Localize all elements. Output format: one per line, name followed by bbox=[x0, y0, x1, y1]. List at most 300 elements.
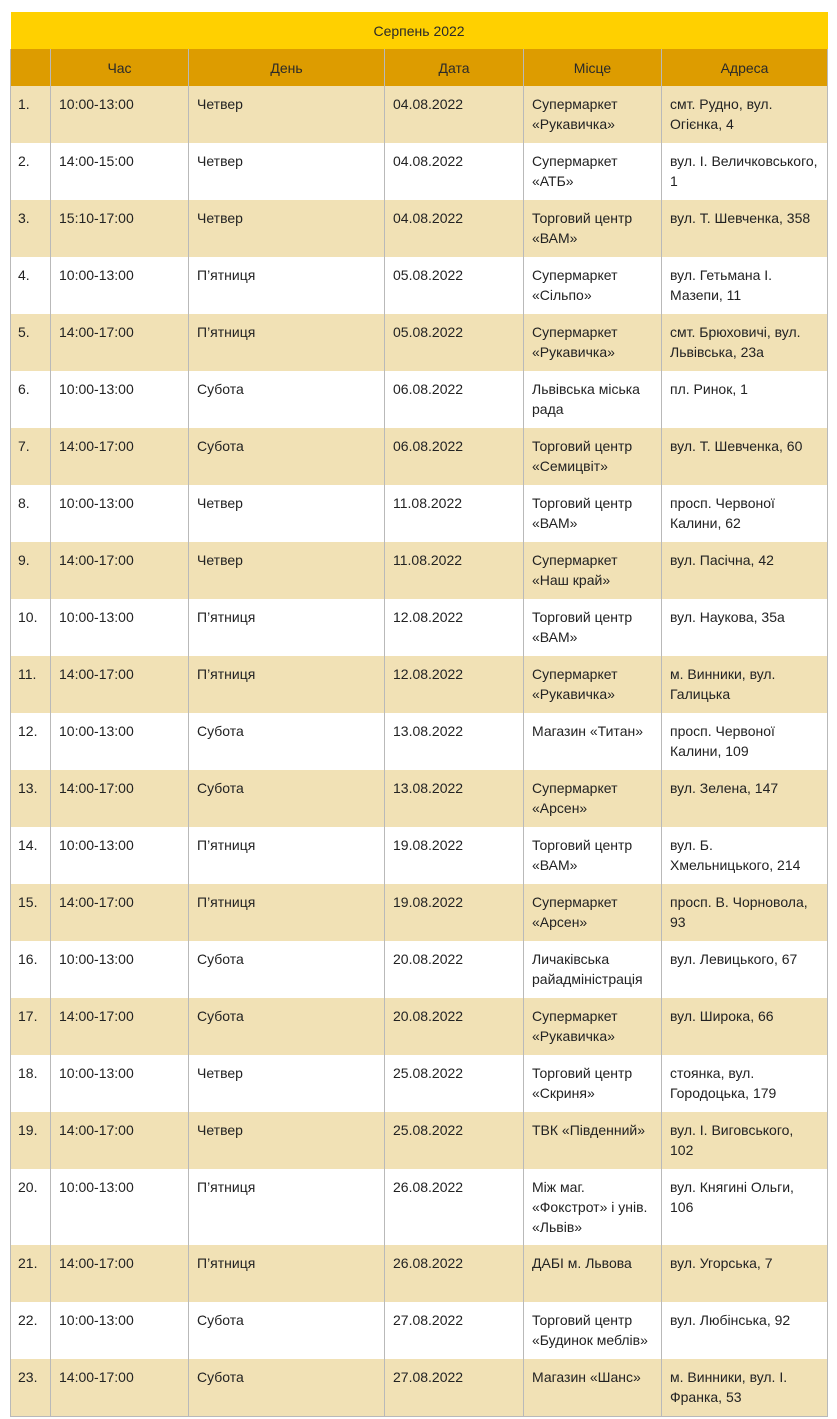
cell-day bbox=[189, 1359, 385, 1416]
cell-number bbox=[11, 1245, 51, 1302]
cell-place bbox=[524, 1245, 662, 1302]
cell-time-text: 14:00-17:00 bbox=[59, 324, 134, 340]
cell-date-text: 27.08.2022 bbox=[393, 1369, 464, 1385]
cell-time bbox=[51, 827, 189, 884]
cell-time-text: 15:10-17:00 bbox=[59, 210, 134, 226]
cell-place bbox=[524, 257, 662, 314]
table-row bbox=[11, 941, 828, 998]
cell-date-text: 06.08.2022 bbox=[393, 438, 464, 454]
cell-time-text: 14:00-17:00 bbox=[59, 666, 134, 682]
cell-number bbox=[11, 143, 51, 200]
header-place: Місце bbox=[524, 49, 662, 86]
cell-day-text: П’ятниця bbox=[197, 1255, 256, 1271]
cell-time bbox=[51, 485, 189, 542]
cell-time bbox=[51, 770, 189, 827]
cell-day-text: Субота bbox=[197, 780, 244, 796]
cell-time bbox=[51, 1169, 189, 1245]
cell-day bbox=[189, 542, 385, 599]
cell-day bbox=[189, 998, 385, 1055]
cell-address-text: м. Винники, вул. І. Франка, 53 bbox=[670, 1369, 788, 1405]
cell-date bbox=[385, 827, 524, 884]
cell-address bbox=[662, 485, 828, 542]
cell-address-text: вул. Угорська, 7 bbox=[670, 1255, 773, 1271]
cell-date bbox=[385, 200, 524, 257]
cell-time-text: 10:00-13:00 bbox=[59, 1179, 134, 1195]
cell-address-text: вул. Гетьмана І. Мазепи, 11 bbox=[670, 267, 773, 303]
cell-address bbox=[662, 257, 828, 314]
cell-number bbox=[11, 1302, 51, 1359]
cell-date bbox=[385, 941, 524, 998]
cell-date bbox=[385, 599, 524, 656]
cell-time bbox=[51, 542, 189, 599]
table-row bbox=[11, 1169, 828, 1245]
cell-place-text: ТВК «Південний» bbox=[532, 1122, 646, 1138]
cell-place bbox=[524, 1055, 662, 1112]
cell-time bbox=[51, 1302, 189, 1359]
cell-day-text: Четвер bbox=[197, 1065, 243, 1081]
cell-place bbox=[524, 656, 662, 713]
cell-number bbox=[11, 257, 51, 314]
cell-date bbox=[385, 542, 524, 599]
cell-time-text: 14:00-17:00 bbox=[59, 894, 134, 910]
cell-address-text: вул. Широка, 66 bbox=[670, 1008, 774, 1024]
cell-day-text: П’ятниця bbox=[197, 1179, 256, 1195]
cell-number-text: 4. bbox=[18, 267, 30, 283]
cell-date bbox=[385, 86, 524, 143]
cell-date-text: 12.08.2022 bbox=[393, 609, 464, 625]
cell-number bbox=[11, 1055, 51, 1112]
cell-time bbox=[51, 656, 189, 713]
cell-day-text: Субота bbox=[197, 951, 244, 967]
cell-day bbox=[189, 827, 385, 884]
cell-address-text: просп. Червоної Калини, 62 bbox=[670, 495, 775, 531]
cell-address bbox=[662, 1169, 828, 1245]
cell-date bbox=[385, 656, 524, 713]
cell-day bbox=[189, 1245, 385, 1302]
cell-day-text: Четвер bbox=[197, 210, 243, 226]
cell-number bbox=[11, 542, 51, 599]
cell-date-text: 06.08.2022 bbox=[393, 381, 464, 397]
cell-place bbox=[524, 599, 662, 656]
cell-address-text: просп. Червоної Калини, 109 bbox=[670, 723, 775, 759]
cell-number bbox=[11, 1112, 51, 1169]
cell-address bbox=[662, 371, 828, 428]
cell-date-text: 11.08.2022 bbox=[393, 552, 463, 568]
cell-time-text: 14:00-17:00 bbox=[59, 438, 134, 454]
cell-number bbox=[11, 1359, 51, 1416]
table-row bbox=[11, 1245, 828, 1302]
cell-day bbox=[189, 257, 385, 314]
cell-address-text: вул. Любінська, 92 bbox=[670, 1312, 791, 1328]
cell-date-text: 27.08.2022 bbox=[393, 1312, 464, 1328]
cell-place-text: Торговий центр «ВАМ» bbox=[532, 837, 633, 873]
cell-number-text: 17. bbox=[18, 1008, 38, 1024]
cell-number-text: 15. bbox=[18, 894, 38, 910]
cell-number-text: 5. bbox=[18, 324, 30, 340]
cell-date-text: 12.08.2022 bbox=[393, 666, 464, 682]
cell-address bbox=[662, 1359, 828, 1416]
cell-day-text: П’ятниця bbox=[197, 324, 256, 340]
cell-place bbox=[524, 1112, 662, 1169]
table-row bbox=[11, 143, 828, 200]
cell-time-text: 14:00-17:00 bbox=[59, 780, 134, 796]
cell-date bbox=[385, 1359, 524, 1416]
cell-address bbox=[662, 200, 828, 257]
cell-place-text: Супермаркет «Арсен» bbox=[532, 780, 618, 816]
cell-time-text: 14:00-17:00 bbox=[59, 1008, 134, 1024]
cell-number-text: 6. bbox=[18, 381, 30, 397]
cell-date bbox=[385, 884, 524, 941]
cell-address bbox=[662, 1302, 828, 1359]
cell-day-text: Субота bbox=[197, 1008, 244, 1024]
cell-date bbox=[385, 713, 524, 770]
cell-place-text: Супермаркет «АТБ» bbox=[532, 153, 618, 189]
cell-address-text: вул. Т. Шевченка, 60 bbox=[670, 438, 803, 454]
schedule-table bbox=[10, 12, 828, 1417]
cell-date-text: 20.08.2022 bbox=[393, 1008, 464, 1024]
cell-address-text: м. Винники, вул. Галицька bbox=[670, 666, 776, 702]
cell-address bbox=[662, 998, 828, 1055]
cell-day bbox=[189, 770, 385, 827]
cell-day bbox=[189, 884, 385, 941]
table-body bbox=[11, 86, 828, 1416]
table-row bbox=[11, 599, 828, 656]
cell-number bbox=[11, 941, 51, 998]
cell-address-text: вул. І. Виговського, 102 bbox=[670, 1122, 794, 1158]
cell-time bbox=[51, 713, 189, 770]
cell-address bbox=[662, 542, 828, 599]
cell-day-text: П’ятниця bbox=[197, 894, 256, 910]
cell-time-text: 10:00-13:00 bbox=[59, 609, 134, 625]
header-time: Час bbox=[51, 49, 189, 86]
cell-place-text: Супермаркет «Рукавичка» bbox=[532, 96, 618, 132]
cell-place-text: Супермаркет «Наш край» bbox=[532, 552, 618, 588]
cell-number-text: 18. bbox=[18, 1065, 38, 1081]
cell-time-text: 10:00-13:00 bbox=[59, 96, 134, 112]
cell-date-text: 11.08.2022 bbox=[393, 495, 463, 511]
cell-place-text: Личаківська райадміністрація bbox=[532, 951, 643, 987]
cell-time bbox=[51, 428, 189, 485]
cell-time bbox=[51, 884, 189, 941]
cell-day-text: П’ятниця bbox=[197, 267, 256, 283]
table-row bbox=[11, 998, 828, 1055]
cell-number bbox=[11, 1169, 51, 1245]
cell-number-text: 14. bbox=[18, 837, 38, 853]
cell-number-text: 3. bbox=[18, 210, 30, 226]
cell-day-text: Субота bbox=[197, 381, 244, 397]
header-day: День bbox=[189, 49, 385, 86]
cell-day-text: Четвер bbox=[197, 495, 243, 511]
cell-day bbox=[189, 143, 385, 200]
cell-day bbox=[189, 485, 385, 542]
cell-day bbox=[189, 86, 385, 143]
cell-address bbox=[662, 827, 828, 884]
cell-day bbox=[189, 428, 385, 485]
cell-day bbox=[189, 713, 385, 770]
cell-time bbox=[51, 1055, 189, 1112]
cell-address bbox=[662, 1112, 828, 1169]
cell-time bbox=[51, 1112, 189, 1169]
table-row bbox=[11, 770, 828, 827]
cell-number bbox=[11, 314, 51, 371]
cell-place-text: Торговий центр «Будинок меблів» bbox=[532, 1312, 648, 1348]
cell-time-text: 14:00-17:00 bbox=[59, 1369, 134, 1385]
cell-number-text: 23. bbox=[18, 1369, 38, 1385]
cell-address-text: смт. Брюховичі, вул. Львівська, 23а bbox=[670, 324, 801, 360]
table-row bbox=[11, 314, 828, 371]
table-row bbox=[11, 1055, 828, 1112]
cell-date-text: 05.08.2022 bbox=[393, 324, 464, 340]
cell-day-text: Субота bbox=[197, 1369, 244, 1385]
cell-number-text: 12. bbox=[18, 723, 38, 739]
cell-address bbox=[662, 884, 828, 941]
cell-number bbox=[11, 86, 51, 143]
cell-date bbox=[385, 428, 524, 485]
cell-date-text: 13.08.2022 bbox=[393, 723, 464, 739]
cell-place-text: Торговий центр «ВАМ» bbox=[532, 495, 633, 531]
table-row bbox=[11, 884, 828, 941]
cell-address-text: стоянка, вул. Городоцька, 179 bbox=[670, 1065, 777, 1101]
cell-date bbox=[385, 1169, 524, 1245]
cell-address bbox=[662, 143, 828, 200]
cell-day bbox=[189, 941, 385, 998]
cell-time bbox=[51, 1245, 189, 1302]
cell-place bbox=[524, 371, 662, 428]
cell-time bbox=[51, 998, 189, 1055]
cell-place-text: Торговий центр «Скриня» bbox=[532, 1065, 633, 1101]
cell-number bbox=[11, 371, 51, 428]
cell-place bbox=[524, 86, 662, 143]
cell-place bbox=[524, 428, 662, 485]
cell-date-text: 26.08.2022 bbox=[393, 1179, 464, 1195]
cell-place-text: Супермаркет «Арсен» bbox=[532, 894, 618, 930]
cell-place bbox=[524, 1359, 662, 1416]
cell-day-text: П’ятниця bbox=[197, 609, 256, 625]
cell-day-text: Четвер bbox=[197, 552, 243, 568]
cell-time-text: 10:00-13:00 bbox=[59, 495, 134, 511]
cell-date-text: 25.08.2022 bbox=[393, 1065, 464, 1081]
cell-place bbox=[524, 770, 662, 827]
table-row bbox=[11, 200, 828, 257]
cell-day bbox=[189, 314, 385, 371]
cell-address-text: вул. Т. Шевченка, 358 bbox=[670, 210, 811, 226]
cell-number bbox=[11, 770, 51, 827]
cell-time-text: 10:00-13:00 bbox=[59, 267, 134, 283]
cell-number bbox=[11, 998, 51, 1055]
cell-address bbox=[662, 599, 828, 656]
cell-day-text: Четвер bbox=[197, 153, 243, 169]
cell-number bbox=[11, 884, 51, 941]
cell-time bbox=[51, 86, 189, 143]
cell-place bbox=[524, 200, 662, 257]
cell-time-text: 14:00-17:00 bbox=[59, 1255, 134, 1271]
cell-address-text: пл. Ринок, 1 bbox=[670, 381, 748, 397]
cell-place-text: Магазин «Титан» bbox=[532, 723, 643, 739]
cell-address-text: просп. В. Чорновола, 93 bbox=[670, 894, 808, 930]
cell-day bbox=[189, 1112, 385, 1169]
cell-address-text: вул. Наукова, 35а bbox=[670, 609, 785, 625]
cell-place bbox=[524, 713, 662, 770]
cell-time bbox=[51, 314, 189, 371]
cell-time-text: 10:00-13:00 bbox=[59, 1312, 134, 1328]
cell-number-text: 7. bbox=[18, 438, 30, 454]
cell-number bbox=[11, 428, 51, 485]
table-row bbox=[11, 827, 828, 884]
cell-number-text: 8. bbox=[18, 495, 30, 511]
cell-place bbox=[524, 314, 662, 371]
cell-address bbox=[662, 1245, 828, 1302]
cell-time bbox=[51, 599, 189, 656]
cell-date bbox=[385, 998, 524, 1055]
cell-day bbox=[189, 1055, 385, 1112]
cell-address bbox=[662, 86, 828, 143]
cell-day-text: Субота bbox=[197, 1312, 244, 1328]
cell-place-text: Торговий центр «ВАМ» bbox=[532, 609, 633, 645]
cell-date-text: 20.08.2022 bbox=[393, 951, 464, 967]
table-row bbox=[11, 1302, 828, 1359]
cell-address-text: вул. І. Величковського, 1 bbox=[670, 153, 818, 189]
table-row bbox=[11, 542, 828, 599]
cell-address bbox=[662, 314, 828, 371]
cell-date bbox=[385, 143, 524, 200]
cell-date-text: 25.08.2022 bbox=[393, 1122, 464, 1138]
cell-time-text: 14:00-17:00 bbox=[59, 1122, 134, 1138]
cell-date bbox=[385, 257, 524, 314]
cell-address-text: вул. Левицького, 67 bbox=[670, 951, 798, 967]
cell-address bbox=[662, 941, 828, 998]
cell-address-text: вул. Б. Хмельницького, 214 bbox=[670, 837, 801, 873]
cell-place-text: Між маг. «Фокстрот» і унів. «Львів» bbox=[532, 1179, 648, 1235]
cell-time-text: 10:00-13:00 bbox=[59, 1065, 134, 1081]
table-row bbox=[11, 1359, 828, 1416]
table-row bbox=[11, 485, 828, 542]
cell-address-text: вул. Пасічна, 42 bbox=[670, 552, 774, 568]
cell-number-text: 10. bbox=[18, 609, 38, 625]
cell-number-text: 2. bbox=[18, 153, 30, 169]
cell-day bbox=[189, 1302, 385, 1359]
cell-number bbox=[11, 200, 51, 257]
cell-place-text: Торговий центр «ВАМ» bbox=[532, 210, 633, 246]
cell-place bbox=[524, 998, 662, 1055]
cell-date-text: 04.08.2022 bbox=[393, 153, 464, 169]
cell-date bbox=[385, 1245, 524, 1302]
cell-number-text: 16. bbox=[18, 951, 38, 967]
cell-day-text: П’ятниця bbox=[197, 666, 256, 682]
cell-number-text: 11. bbox=[18, 666, 37, 682]
cell-date-text: 13.08.2022 bbox=[393, 780, 464, 796]
cell-day-text: Субота bbox=[197, 723, 244, 739]
header-date: Дата bbox=[385, 49, 524, 86]
cell-date-text: 19.08.2022 bbox=[393, 894, 464, 910]
cell-number-text: 22. bbox=[18, 1312, 38, 1328]
cell-day bbox=[189, 200, 385, 257]
table-row bbox=[11, 86, 828, 143]
cell-date bbox=[385, 314, 524, 371]
cell-date bbox=[385, 1112, 524, 1169]
cell-time-text: 14:00-17:00 bbox=[59, 552, 134, 568]
cell-time bbox=[51, 143, 189, 200]
cell-place bbox=[524, 485, 662, 542]
cell-date-text: 05.08.2022 bbox=[393, 267, 464, 283]
cell-day-text: Субота bbox=[197, 438, 244, 454]
cell-address bbox=[662, 1055, 828, 1112]
cell-place-text: Супермаркет «Рукавичка» bbox=[532, 666, 618, 702]
cell-place bbox=[524, 827, 662, 884]
cell-date-text: 04.08.2022 bbox=[393, 210, 464, 226]
cell-address bbox=[662, 656, 828, 713]
cell-place-text: Супермаркет «Рукавичка» bbox=[532, 1008, 618, 1044]
cell-place-text: ДАБІ м. Львова bbox=[532, 1255, 632, 1271]
cell-place bbox=[524, 941, 662, 998]
header-number bbox=[11, 49, 51, 86]
cell-address bbox=[662, 428, 828, 485]
table-header-row bbox=[11, 49, 828, 86]
table-row bbox=[11, 371, 828, 428]
table-row bbox=[11, 428, 828, 485]
cell-number-text: 19. bbox=[18, 1122, 38, 1138]
cell-place-text: Супермаркет «Сільпо» bbox=[532, 267, 618, 303]
cell-number-text: 1. bbox=[18, 96, 30, 112]
cell-date-text: 04.08.2022 bbox=[393, 96, 464, 112]
cell-place-text: Торговий центр «Семицвіт» bbox=[532, 438, 633, 474]
cell-time bbox=[51, 257, 189, 314]
cell-number bbox=[11, 827, 51, 884]
cell-day bbox=[189, 371, 385, 428]
cell-place-text: Супермаркет «Рукавичка» bbox=[532, 324, 618, 360]
table-title-row bbox=[11, 12, 828, 49]
cell-time bbox=[51, 371, 189, 428]
cell-time bbox=[51, 941, 189, 998]
cell-time bbox=[51, 1359, 189, 1416]
cell-day bbox=[189, 1169, 385, 1245]
table-row bbox=[11, 656, 828, 713]
table-title: Серпень 2022 bbox=[11, 12, 828, 49]
cell-address-text: смт. Рудно, вул. Огієнка, 4 bbox=[670, 96, 773, 132]
cell-address bbox=[662, 770, 828, 827]
cell-time-text: 10:00-13:00 bbox=[59, 723, 134, 739]
cell-number bbox=[11, 656, 51, 713]
cell-number-text: 20. bbox=[18, 1179, 38, 1195]
cell-place bbox=[524, 542, 662, 599]
cell-place bbox=[524, 1169, 662, 1245]
cell-day-text: Четвер bbox=[197, 96, 243, 112]
cell-day-text: П’ятниця bbox=[197, 837, 256, 853]
cell-place bbox=[524, 1302, 662, 1359]
cell-address bbox=[662, 713, 828, 770]
table-row bbox=[11, 257, 828, 314]
cell-place bbox=[524, 143, 662, 200]
cell-time-text: 10:00-13:00 bbox=[59, 951, 134, 967]
cell-date bbox=[385, 485, 524, 542]
cell-address-text: вул. Княгині Ольги, 106 bbox=[670, 1179, 794, 1215]
cell-date bbox=[385, 371, 524, 428]
cell-number bbox=[11, 485, 51, 542]
header-address: Адреса bbox=[662, 49, 828, 86]
cell-date bbox=[385, 1055, 524, 1112]
cell-address-text: вул. Зелена, 147 bbox=[670, 780, 779, 796]
cell-number-text: 13. bbox=[18, 780, 38, 796]
cell-place-text: Львівська міська рада bbox=[532, 381, 640, 417]
cell-date bbox=[385, 1302, 524, 1359]
cell-date-text: 19.08.2022 bbox=[393, 837, 464, 853]
cell-place bbox=[524, 884, 662, 941]
cell-place-text: Магазин «Шанс» bbox=[532, 1369, 641, 1385]
cell-time-text: 10:00-13:00 bbox=[59, 837, 134, 853]
cell-day-text: Четвер bbox=[197, 1122, 243, 1138]
cell-date bbox=[385, 770, 524, 827]
cell-number bbox=[11, 599, 51, 656]
cell-time-text: 14:00-15:00 bbox=[59, 153, 134, 169]
